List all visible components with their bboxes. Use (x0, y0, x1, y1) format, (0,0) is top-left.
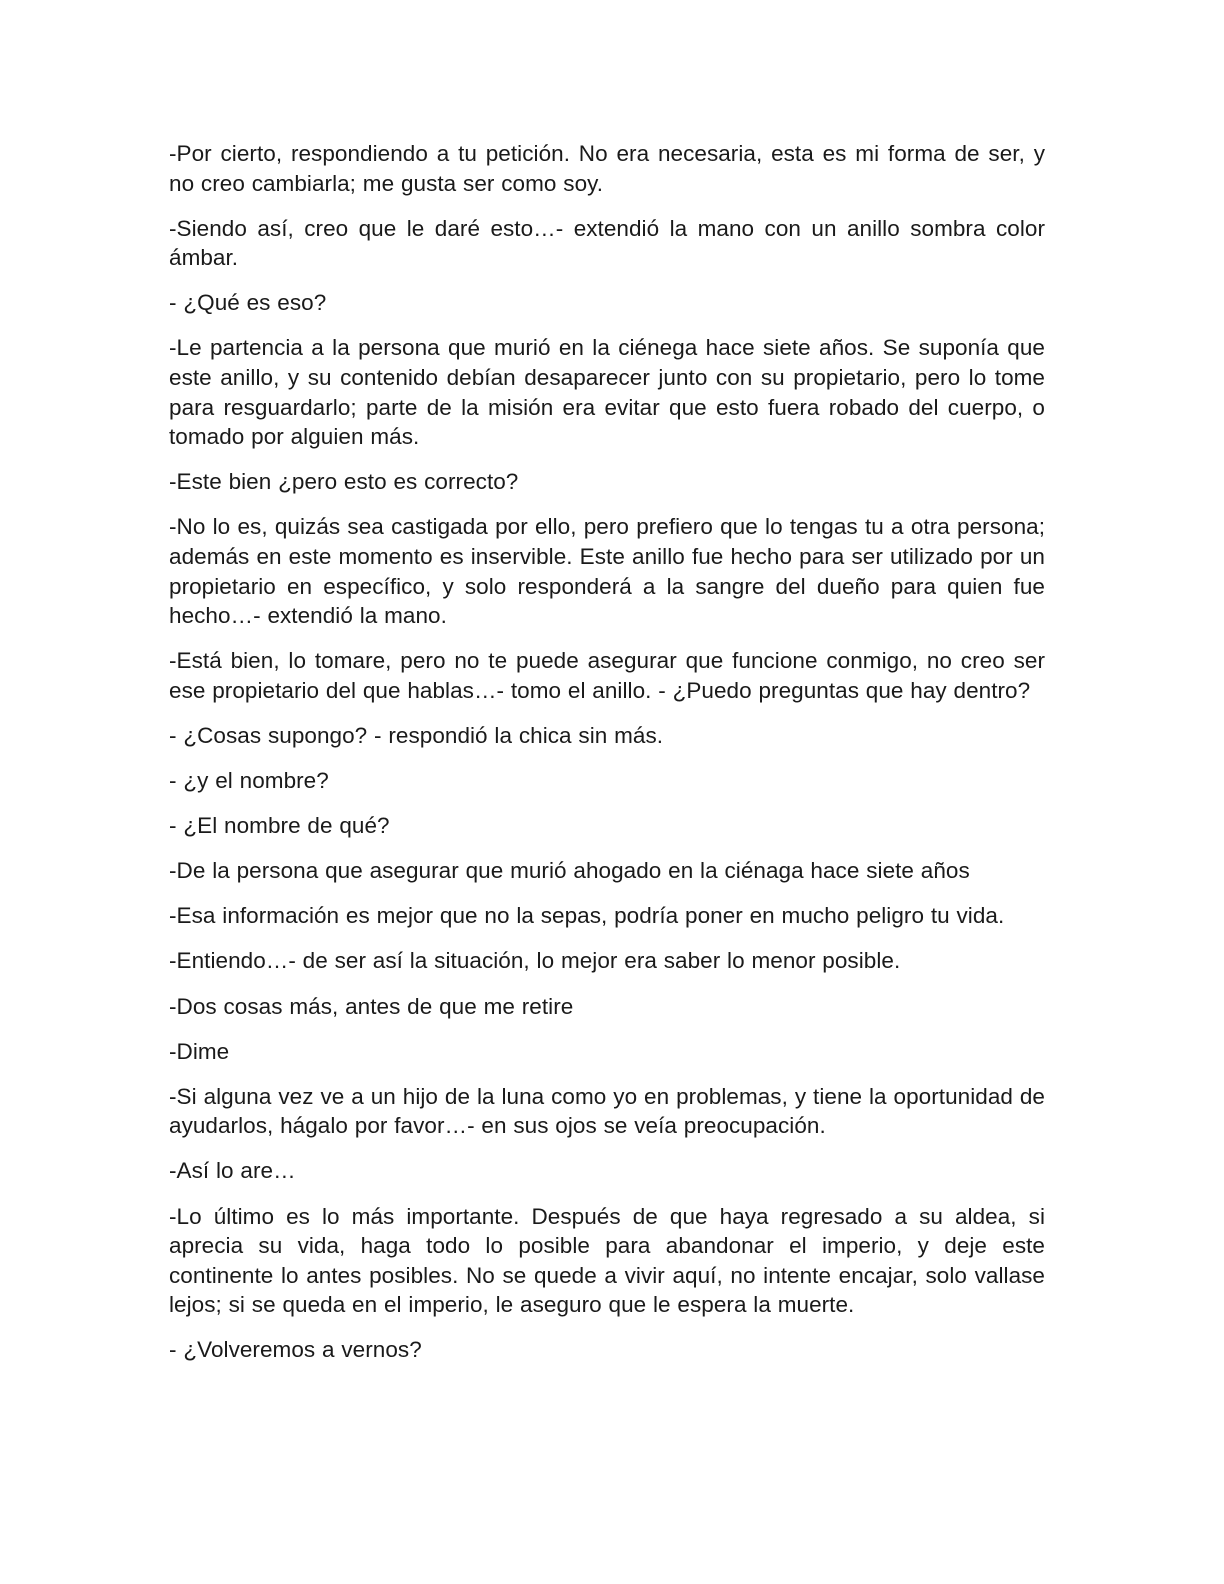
paragraph: -No lo es, quizás sea castigada por ello, pero prefiero que lo tengas tu a otra persona; además en este momento es inservible. Este anillo fue hecho para ser utilizado por un propietario en específico, y solo responderá a la sangre del dueño para quien fue hecho…- extendió la mano. (169, 514, 1045, 629)
paragraph: - ¿Qué es eso? (169, 290, 327, 316)
paragraph: - ¿Cosas supongo? - respondió la chica sin más. (169, 723, 664, 748)
paragraph: -Este bien ¿pero esto es correcto? (169, 469, 519, 495)
paragraph: -Si alguna vez ve a un hijo de la luna como yo en problemas, y tiene la oportunidad de ayudarlos, hágalo por favor…- en sus ojos se veía preocupación. (169, 1083, 1045, 1139)
paragraph: -Así lo are… (169, 1158, 296, 1184)
paragraph: -Dos cosas más, antes de que me retire (169, 993, 574, 1019)
paragraph: -Esa información es mejor que no la sepas, podría poner en mucho peligro tu vida. (169, 903, 1005, 929)
paragraph: -Por cierto, respondiendo a tu petición. No era necesaria, esta es mi forma de ser, y no creo cambiarla; me gusta ser como soy. (169, 141, 1045, 196)
paragraph: -Entiendo…- de ser así la situación, lo mejor era saber lo menor posible. (169, 948, 901, 974)
paragraph: -Le partencia a la persona que murió en la ciénega hace siete años. Se suponía que este anillo, y su contenido debían desaparecer junto con su propietario, pero lo tome para resguardarlo; parte de la misión era evitar que esto fuera robado del cuerpo, o tomado por alguien más. (169, 335, 1045, 450)
document-page (169, 139, 1045, 1365)
paragraph: -Lo último es lo más importante. Después de que haya regresado a su aldea, si aprecia su vida, haga todo lo posible para abandonar el imperio, y deje este continente lo antes posibles. No se quede a vivir aquí, no intente encajar, solo vallase lejos; si se queda en el imperio, le aseguro que le espera la muerte. (169, 1203, 1045, 1318)
paragraph: -De la persona que asegurar que murió ahogado en la ciénaga hace siete años (169, 858, 970, 884)
paragraph: - ¿y el nombre? (169, 768, 329, 794)
paragraph: - ¿Volveremos a vernos? (169, 1337, 422, 1363)
paragraph: -Siendo así, creo que le daré esto…- extendió la mano con un anillo sombra color ámbar. (169, 215, 1045, 271)
paragraph: -Dime (169, 1038, 230, 1064)
paragraph: - ¿El nombre de qué? (169, 813, 390, 839)
paragraph: -Está bien, lo tomare, pero no te puede asegurar que funcione conmigo, no creo ser ese propietario del que hablas…- tomo el anillo. - ¿Puedo preguntas que hay dentro? (169, 648, 1045, 703)
